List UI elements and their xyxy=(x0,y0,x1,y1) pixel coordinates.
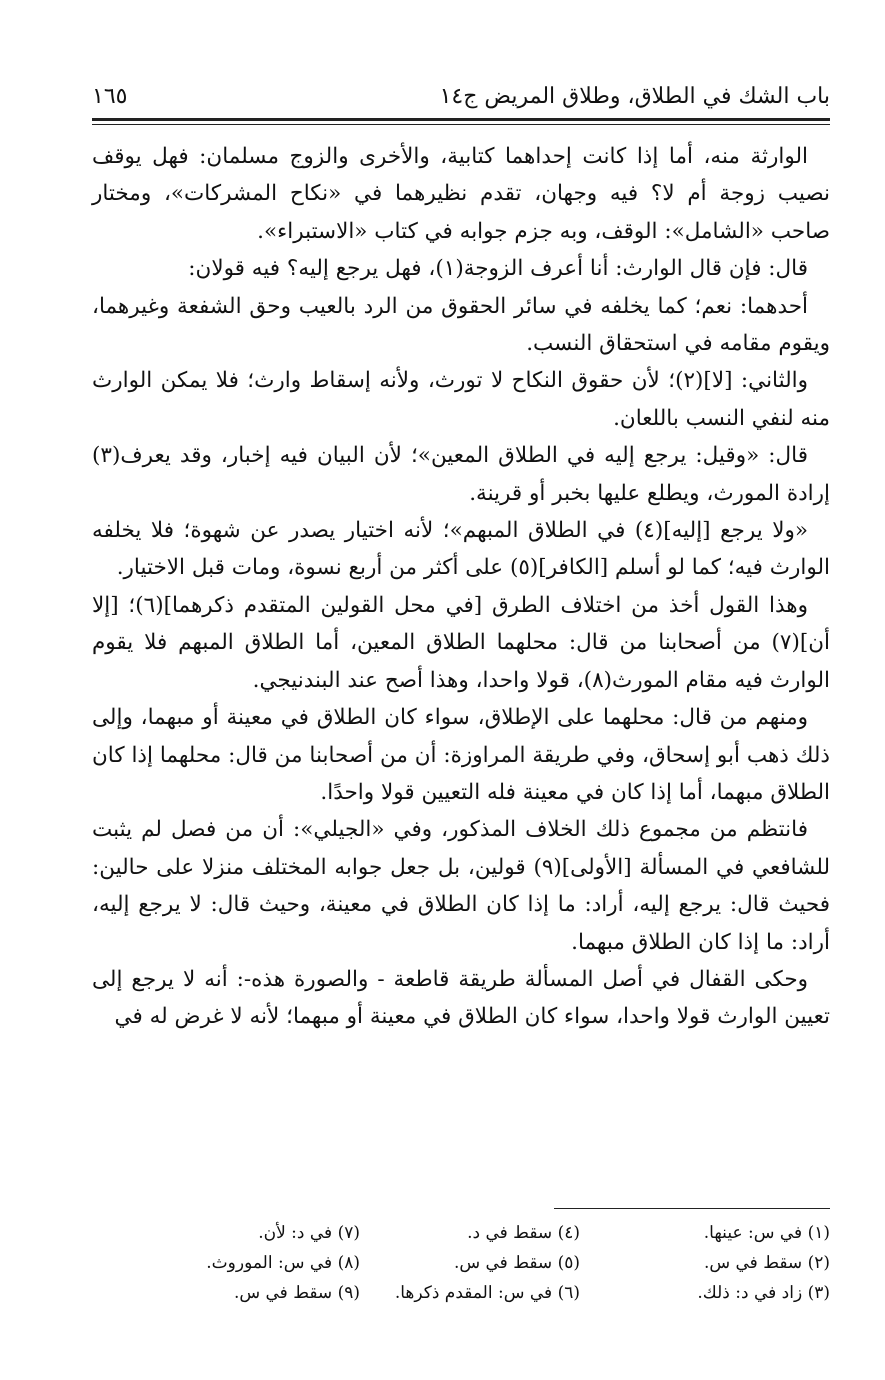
main-text xyxy=(92,138,830,1036)
paragraph: «ولا يرجع [إليه](٤) في الطلاق المبهم»؛ لأنه اختيار يصدر عن شهوة؛ فلا يخلفه الوارث فيه؛ كما لو أسلم [الكافر](٥) على أكثر من أربع نسوة، ومات قبل الاختيار. xyxy=(92,518,830,581)
header-title: باب الشك في الطلاق، وطلاق المريض ج١٤ xyxy=(439,84,830,109)
footnote: (٨) في س: الموروث. xyxy=(206,1253,360,1273)
footnote-column-2 xyxy=(350,1218,580,1308)
footnote-column-3 xyxy=(130,1218,360,1308)
footnotes xyxy=(140,1218,830,1318)
header-rule xyxy=(92,118,830,121)
footnote-column-1 xyxy=(600,1218,830,1308)
footnote: (٤) سقط في د. xyxy=(467,1223,580,1243)
footnote: (٥) سقط في س. xyxy=(453,1253,580,1273)
paragraph: الوارثة منه، أما إذا كانت إحداهما كتابية، والأخرى والزوج مسلمان: فهل يوقف نصيب زوجة أم لا؟ فيه وجهان، تقدم نظيرهما في «نكاح المشركات»، ومختار صاحب «الشامل»: الوقف، وبه جزم جوابه في كتاب «الاستبراء». xyxy=(92,144,830,244)
paragraph: فانتظم من مجموع ذلك الخلاف المذكور، وفي «الجيلي»: أن من فصل لم يثبت للشافعي في المسألة [الأولى](٩) قولين، بل جعل جوابه المختلف منزلا على حالين: فحيث قال: يرجع إليه، أراد: ما إذا كان الطلاق في معينة، وحيث قال: لا يرجع إليه، أراد: ما إذا كان الطلاق مبهما. xyxy=(92,817,831,955)
footnote: (٩) سقط في س. xyxy=(233,1283,360,1303)
footnote: (٦) في س: المقدم ذكرها. xyxy=(394,1283,580,1303)
page-number: ١٦٥ xyxy=(92,84,128,109)
paragraph: وحكى القفال في أصل المسألة طريقة قاطعة - والصورة هذه-: أنه لا يرجع إلى تعيين الوارث قولا واحدا، سواء كان الطلاق في معينة أو مبهما؛ لأنه لا غرض له في xyxy=(92,966,830,1030)
footnote: (٧) في د: لأن. xyxy=(258,1223,360,1243)
paragraph: ومنهم من قال: محلهما على الإطلاق، سواء كان الطلاق في معينة أو مبهما، وإلى ذلك ذهب أبو إسحاق، وفي طريقة المراوزة: أن من أصحابنا من قال: محلهما إذا كان الطلاق مبهما، أما إذا كان في معينة فله التعيين قولا واحدًا. xyxy=(92,705,830,805)
footnote: (٣) زاد في د: ذلك. xyxy=(697,1283,830,1303)
paragraph: أحدهما: نعم؛ كما يخلفه في سائر الحقوق من الرد بالعيب وحق الشفعة وغيرهما، ويقوم مقامه في استحقاق النسب. xyxy=(92,293,830,357)
header-rule-thin xyxy=(92,124,830,125)
paragraph: والثاني: [لا](٢)؛ لأن حقوق النكاح لا تورث، ولأنه إسقاط وارث؛ فلا يمكن الوارث منه لنفي النسب باللعان. xyxy=(92,368,830,431)
footnote: (٢) سقط في س. xyxy=(703,1253,830,1273)
paragraph: قال: «وقيل: يرجع إليه في الطلاق المعين»؛ لأن البيان فيه إخبار، وقد يعرف(٣) إرادة المورث، ويطلع عليها بخبر أو قرينة. xyxy=(92,443,830,506)
paragraph: قال: فإن قال الوارث: أنا أعرف الزوجة(١)، فهل يرجع إليه؟ فيه قولان: xyxy=(188,256,808,282)
footnote: (١) في س: عينها. xyxy=(703,1223,830,1243)
paragraph: وهذا القول أخذ من اختلاف الطرق [في محل القولين المتقدم ذكرهما](٦)؛ [إلا أن](٧) من أصحابنا من قال: محلهما الطلاق المعين، أما الطلاق المبهم فلا يقوم الوارث فيه مقام المورث(٨)، قولا واحدا، وهذا أصح عند البندنيجي. xyxy=(92,592,830,693)
running-header xyxy=(92,82,830,116)
footnote-separator xyxy=(554,1208,830,1209)
